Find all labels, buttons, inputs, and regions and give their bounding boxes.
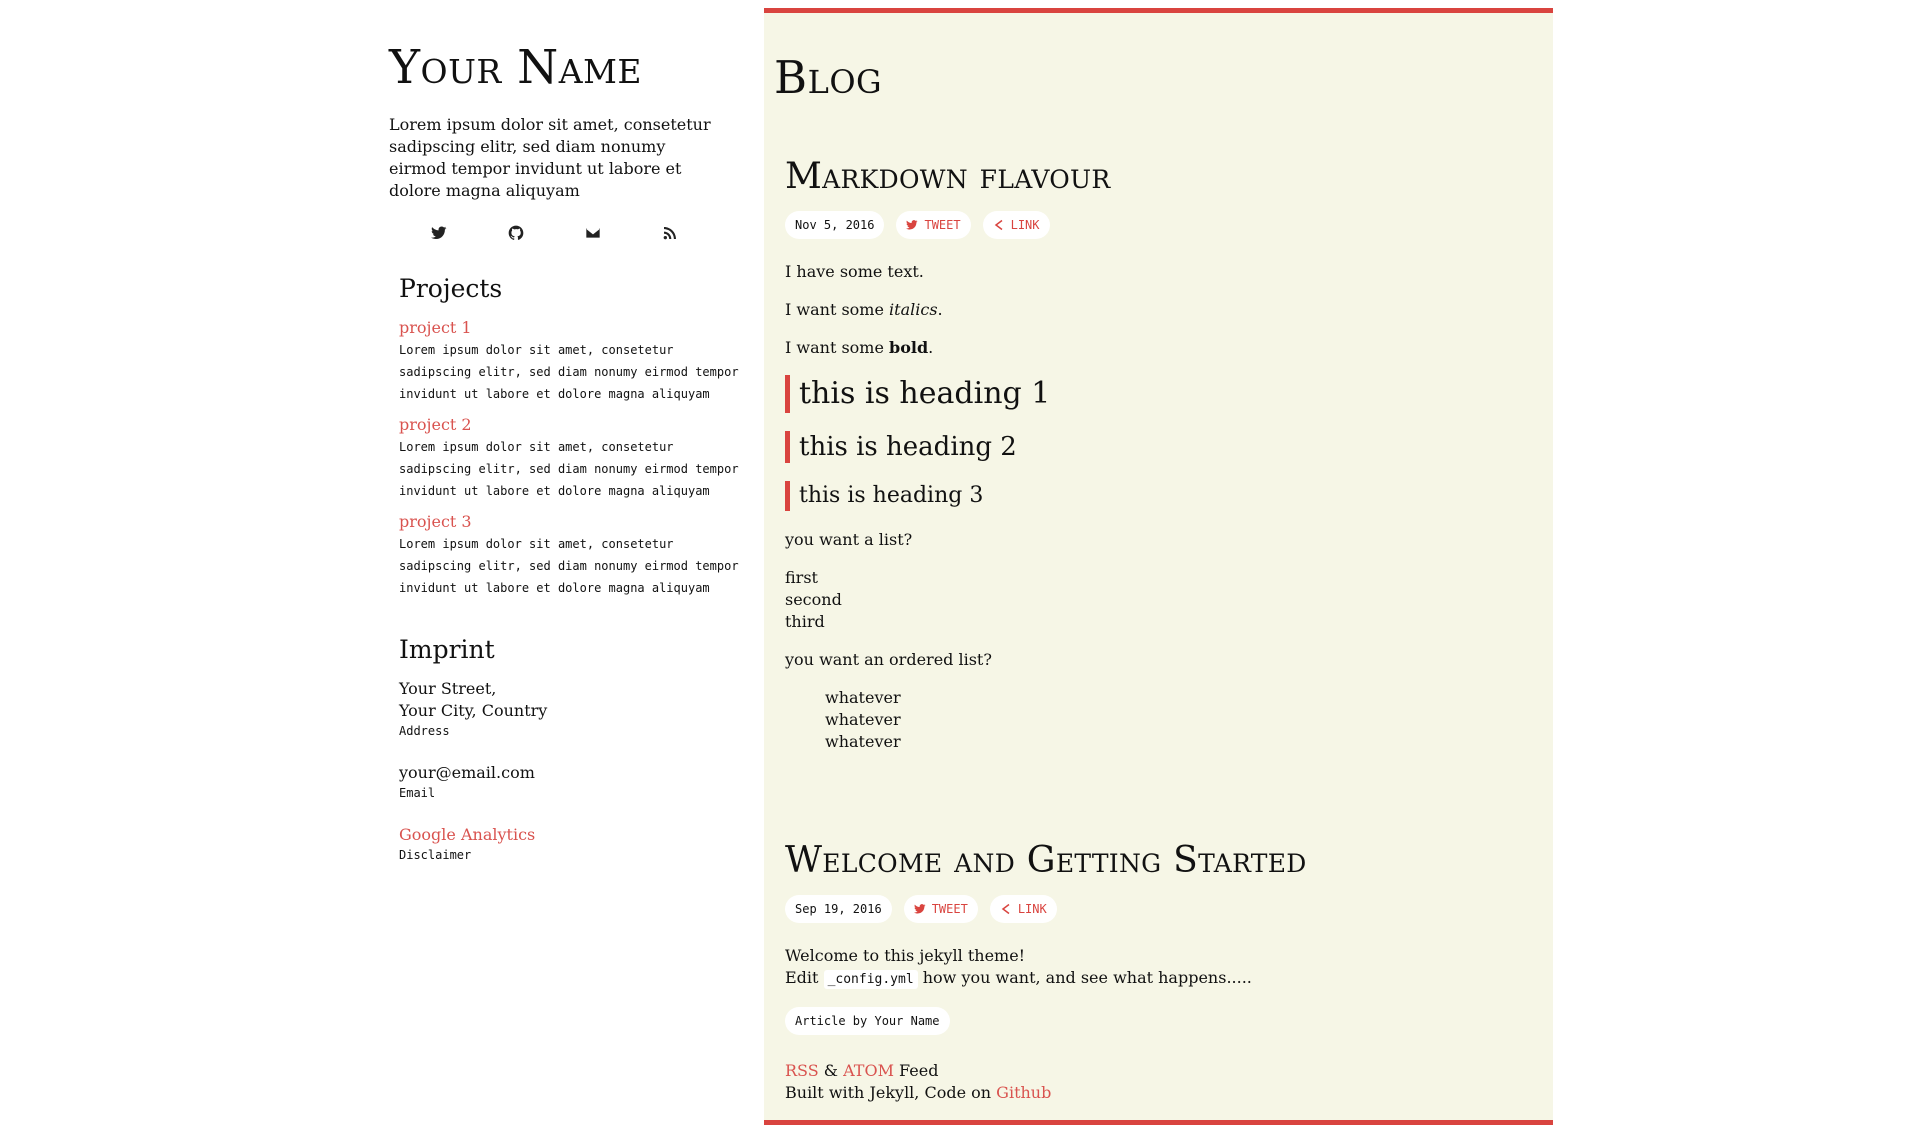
imprint-heading: Imprint bbox=[399, 635, 495, 664]
project-link[interactable]: project 3 bbox=[399, 512, 472, 531]
list-item: whatever bbox=[825, 688, 901, 707]
main-content bbox=[764, 8, 1553, 1125]
project-link[interactable]: project 2 bbox=[399, 415, 472, 434]
link-button[interactable] bbox=[983, 211, 1050, 239]
link-label: LINK bbox=[1010, 218, 1040, 232]
address-line: Your Street, bbox=[399, 679, 497, 698]
social-links bbox=[431, 222, 739, 244]
mail-icon[interactable] bbox=[585, 222, 662, 244]
paragraph: Welcome to this jekyll theme! bbox=[785, 946, 1026, 965]
tweet-button[interactable] bbox=[896, 211, 970, 239]
footer bbox=[785, 1060, 1051, 1104]
share-icon bbox=[993, 219, 1005, 231]
share-icon bbox=[1000, 903, 1012, 915]
post-date: Nov 5, 2016 bbox=[785, 211, 884, 239]
sidebar bbox=[389, 40, 739, 886]
site-description: Lorem ipsum dolor sit amet, consetetur sadipscing elitr, sed diam nonumy eirmod tempor invidunt ut labore et dolore magna aliquyam bbox=[389, 115, 711, 200]
project-description: Lorem ipsum dolor sit amet, consetetur sadipscing elitr, sed diam nonumy eirmod tempor invidunt ut labore et dolore magna aliquyam bbox=[399, 440, 739, 498]
blog-title: Blog bbox=[774, 51, 883, 104]
link-button[interactable] bbox=[990, 895, 1057, 923]
project-description: Lorem ipsum dolor sit amet, consetetur sadipscing elitr, sed diam nonumy eirmod tempor invidunt ut labore et dolore magna aliquyam bbox=[399, 537, 739, 595]
heading-1: this is heading 1 bbox=[785, 375, 1525, 413]
address-line: Your City, Country bbox=[399, 701, 548, 720]
built-with-line: Built with Jekyll, Code on Github bbox=[785, 1083, 1052, 1102]
heading-2: this is heading 2 bbox=[785, 431, 1525, 463]
email-label: Email bbox=[399, 786, 436, 800]
twitter-icon bbox=[906, 219, 918, 231]
project-description: Lorem ipsum dolor sit amet, consetetur sadipscing elitr, sed diam nonumy eirmod tempor invidunt ut labore et dolore magna aliquyam bbox=[399, 343, 739, 401]
post-title[interactable]: Markdown flavour bbox=[785, 156, 1111, 197]
paragraph: you want an ordered list? bbox=[785, 650, 992, 669]
project-link[interactable]: project 1 bbox=[399, 318, 472, 337]
post-meta bbox=[785, 211, 1525, 239]
rss-icon[interactable] bbox=[662, 222, 739, 244]
tweet-label: TWEET bbox=[931, 902, 968, 916]
paragraph: I want some bold. bbox=[785, 338, 934, 357]
paragraph: I have some text. bbox=[785, 262, 924, 281]
italic-text: italics bbox=[889, 300, 938, 319]
list-item: third bbox=[785, 612, 825, 631]
paragraph: I want some italics. bbox=[785, 300, 943, 319]
paragraph: Edit _config.yml how you want, and see what happens..... bbox=[785, 968, 1252, 987]
list-item: second bbox=[785, 590, 842, 609]
tweet-button[interactable] bbox=[904, 895, 978, 923]
post-title[interactable]: Welcome and Getting Started bbox=[785, 840, 1307, 881]
list-item: whatever bbox=[825, 710, 901, 729]
twitter-icon bbox=[914, 903, 926, 915]
author-badge: Article by Your Name bbox=[785, 1007, 950, 1035]
link-label: LINK bbox=[1017, 902, 1047, 916]
ordered-list bbox=[825, 687, 1525, 753]
project-item bbox=[399, 317, 739, 405]
github-link[interactable]: Github bbox=[996, 1083, 1052, 1102]
post bbox=[785, 155, 1525, 769]
twitter-icon[interactable] bbox=[431, 222, 508, 244]
rss-link[interactable]: RSS bbox=[785, 1061, 819, 1080]
analytics-label: Disclaimer bbox=[399, 848, 472, 862]
project-item bbox=[399, 511, 739, 599]
unordered-list bbox=[785, 567, 1525, 633]
analytics-link[interactable]: Google Analytics bbox=[399, 825, 536, 844]
list-item: first bbox=[785, 568, 818, 587]
post-date: Sep 19, 2016 bbox=[785, 895, 892, 923]
heading-3: this is heading 3 bbox=[785, 481, 1525, 511]
list-item: whatever bbox=[825, 732, 901, 751]
tweet-label: TWEET bbox=[924, 218, 961, 232]
atom-link[interactable]: ATOM bbox=[843, 1061, 894, 1080]
email-value: your@email.com bbox=[399, 763, 535, 782]
projects-heading: Projects bbox=[399, 274, 503, 303]
post bbox=[785, 839, 1525, 1035]
address-label: Address bbox=[399, 724, 450, 738]
site-title[interactable]: Your Name bbox=[389, 40, 643, 95]
post-meta bbox=[785, 895, 1525, 923]
inline-code: _config.yml bbox=[824, 970, 918, 989]
bold-text: bold bbox=[889, 338, 929, 357]
feed-line: RSS & ATOM Feed bbox=[785, 1061, 939, 1080]
projects-section bbox=[399, 274, 739, 864]
project-item bbox=[399, 414, 739, 502]
github-icon[interactable] bbox=[508, 222, 585, 244]
paragraph: you want a list? bbox=[785, 530, 913, 549]
